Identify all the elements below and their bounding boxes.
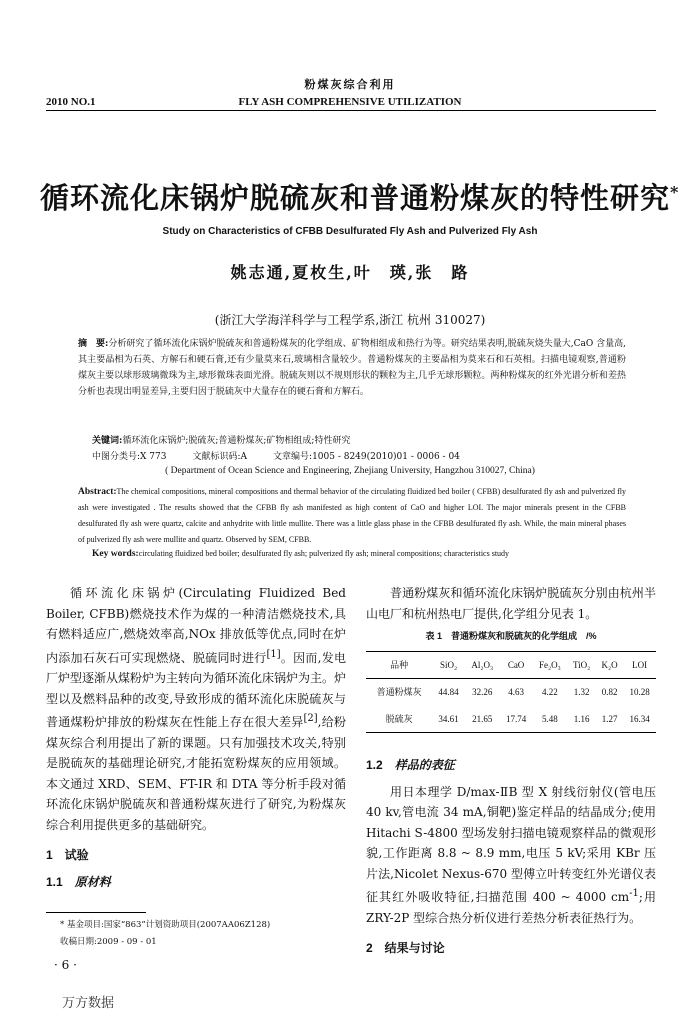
affiliation: (浙江大学海洋科学与工程学系,浙江 杭州 310027) <box>214 313 486 327</box>
table-cell: 1.32 <box>573 687 590 697</box>
characterization-text: 用日本理学 D/max-ⅡB 型 X 射线衍射仪(管电压 40 kv,管电流 34 mA,铜靶)鉴定样品的结晶成分;使用 Hitachi S-4800 型场发射扫描电镜观察样品的微观形貌,工作距离 8.8 ~ 8.9 mm,电压 5 kV;采用 KBr 压片法,Nicolet Nexus-670 型傅立叶转变红外光谱仪表征其红外吸收特征,扫描范围 400 ~ 4000 cm <box>366 784 656 904</box>
intro-text-end: ,给粉煤灰综合利用提出了新的课题。只有加强技术攻关,特别是脱硫灰的基础理论研究,才能拓宽粉煤灰的应用领域。本文通过 XRD、SEM、FT-IR 和 DTA 等分析手段对循环流化床锅炉脱硫灰和普通粉煤灰进行了研究,为粉煤灰综合利用提供更多的基础研究。 <box>46 715 346 832</box>
section-1-2-title: 样品的表征 <box>394 758 455 772</box>
footnote-rule <box>46 912 146 913</box>
table-header-cell: K₂O <box>601 659 618 670</box>
table-1 <box>366 651 656 734</box>
paper-title-text: 循环流化床锅炉脱硫灰和普通粉煤灰的特性研究 <box>40 181 671 215</box>
page-number: · 6 · <box>54 958 77 972</box>
journal-title-en: FLY ASH COMPREHENSIVE UTILIZATION <box>238 96 462 108</box>
section-1-1-title: 原材料 <box>74 874 111 889</box>
keywords-en <box>92 549 632 559</box>
article-number: 文章编号:1005 - 8249(2010)01 - 0006 - 04 <box>273 452 460 462</box>
right-column <box>366 583 656 965</box>
classification-line <box>92 449 632 462</box>
received-date: 收稿日期:2009 - 09 - 01 <box>60 937 157 947</box>
table-cell: 0.82 <box>601 687 618 697</box>
intro-text-cont: 。因而,发电厂炉型逐渐从煤粉炉为主转向为循环流化床锅炉为主。炉型以及燃料品种的改变,导致形成的循环流化床脱硫灰与普通煤粉炉排放的粉煤灰在性能上存在很大差异 <box>46 650 347 729</box>
table-cell: 普通粉煤灰 <box>376 687 422 697</box>
section-2-heading: 2 结果与讨论 <box>366 941 445 955</box>
fund-note: * 基金项目:国家“863”计划资助项目(2007AA06Z128) <box>60 920 271 930</box>
table-cell: 17.74 <box>505 713 527 724</box>
title-footnote-mark: * <box>670 182 680 202</box>
characterization-paragraph <box>366 782 656 929</box>
materials-paragraph: 普通粉煤灰和循环流化床锅炉脱硫灰分别由杭州半山电厂和杭州热电厂提供,化学组分见表 1。 <box>366 586 656 621</box>
abstract-en-label: Abstract: <box>78 487 117 497</box>
watermark: 万方数据 <box>62 996 115 1011</box>
keywords-zh-label: 关键词: <box>92 436 123 446</box>
table-cell: 34.61 <box>438 713 459 724</box>
table-header-cell: TiO₂ <box>572 659 591 670</box>
characterization-text-end: ;用 ZRY-2P 型综合热分析仪进行差热分析表征热行为。 <box>366 890 657 925</box>
table-cell: 1.16 <box>573 713 590 724</box>
table-cell: 1.27 <box>601 713 618 724</box>
citation-1[interactable]: [1] <box>266 648 281 660</box>
clc-number: 中图分类号:X 773 <box>92 452 167 462</box>
table-cell: 10.28 <box>629 687 650 697</box>
authors: 姚志通,夏枚生,叶 瑛,张 路 <box>230 263 470 282</box>
department-en: ( Department of Ocean Science and Engineering, Zhejiang University, Hangzhou 310027, China) <box>165 466 535 476</box>
keywords-en-label: Key words: <box>92 549 139 559</box>
left-column <box>46 583 346 898</box>
intro-paragraph <box>46 583 346 835</box>
abstract-zh-label: 摘 要: <box>78 339 109 349</box>
table-header-row <box>366 651 656 679</box>
doc-code: 文献标识码:A <box>192 452 248 462</box>
unit-superscript: -1 <box>629 888 639 899</box>
table-cell: 脱硫灰 <box>385 713 413 724</box>
table-header-cell: SiO₂ <box>439 659 458 670</box>
table-cell: 16.34 <box>629 713 650 724</box>
keywords-zh <box>92 433 632 446</box>
abstract-zh <box>78 336 626 400</box>
abstract-en-text: The chemical compositions, mineral compositions and thermal behavior of the circulating fluidized bed boiler ( CFBB) desulfurated fly ash and pulverized fly ash were investigated . The results showed that the CFBB fly ash manifested as high content of CaO and higher LOI. The major minerals present in the CFBB desulfurated fly ash were quartz, calcite and anhydrite with little mullite. There was a little glass phase in the CFBB desulfurated fly ash. While, the main mineral phases of pulverized fly ash were mullite and quartz. Observed by SEM, CFBB. <box>78 487 626 544</box>
table-cell: 44.84 <box>438 687 459 697</box>
table-cell: 32.26 <box>472 687 493 697</box>
table-header-cell: CaO <box>507 659 525 670</box>
table-header-cell: LOI <box>632 659 648 670</box>
citation-2[interactable]: [2] <box>303 713 318 724</box>
abstract-zh-text: 分析研究了循环流化床锅炉脱硫灰和普通粉煤灰的化学组成、矿物相组成和热行为等。研究结果表明,脱硫灰烧失量大,CaO 含量高,其主要晶相为石英、方解石和硬石膏,还有少量莫来石,玻璃相含量较少。普通粉煤灰的主要晶相为莫来石和石英相。扫描电镜观察,普通粉煤灰主要以球形玻璃微珠为主,球形微珠表面光滑。脱硫灰则以不规则形状的颗粒为主,几乎无球形颗粒。两种粉煤灰的红外光谱分析和差热分析也表现出明显差异,主要归因于脱硫灰中大量存在的硬石膏和方解石。 <box>78 339 627 397</box>
abstract-en <box>78 484 626 548</box>
keywords-en-text: circulating fluidized bed boiler; desulfurated fly ash; pulverized fly ash; mineral compositions; characteristics study <box>138 549 510 558</box>
table-cell: 4.22 <box>541 687 558 697</box>
section-1-2-heading <box>366 755 656 776</box>
table-header-cell: Fe₂O₃ <box>538 659 561 670</box>
table-header-cell: 品种 <box>390 659 409 670</box>
table-row <box>366 706 656 733</box>
section-1-2-number: 1.2 <box>366 758 383 772</box>
paper-title-en: Study on Characteristics of CFBB Desulfurated Fly Ash and Pulverized Fly Ash <box>162 226 538 237</box>
table-row <box>366 679 656 706</box>
footnote <box>60 917 350 951</box>
paper-title <box>40 176 680 217</box>
section-1-1-heading <box>46 872 346 893</box>
keywords-zh-text: 循环流化床锅炉;脱硫灰;普通粉煤灰;矿物相组成;特性研究 <box>122 436 351 446</box>
table-cell: 21.65 <box>472 713 493 724</box>
table-1-caption: 表 1 普通粉煤灰和脱硫灰的化学组成 /% <box>425 631 597 641</box>
journal-title-zh: 粉煤灰综合利用 <box>304 78 396 91</box>
header-rule <box>46 110 656 111</box>
table-header-cell: Al₂O₃ <box>471 659 494 670</box>
section-1-1-number: 1.1 <box>46 874 63 889</box>
section-1-heading: 1 试验 <box>46 848 89 862</box>
table-cell: 4.63 <box>508 687 524 697</box>
issue-label: 2010 NO.1 <box>46 96 96 108</box>
table-cell: 5.48 <box>541 713 558 724</box>
intro-text: 循环流化床锅炉(Circulating Fluidized Bed Boiler, CFBB)燃烧技术作为煤的一种清洁燃烧技术,具有燃料适应广,燃烧效率高,NOx 排放低等优点,同时在炉内添加石灰石可实现燃烧、脱硫同时进行 <box>46 586 346 665</box>
